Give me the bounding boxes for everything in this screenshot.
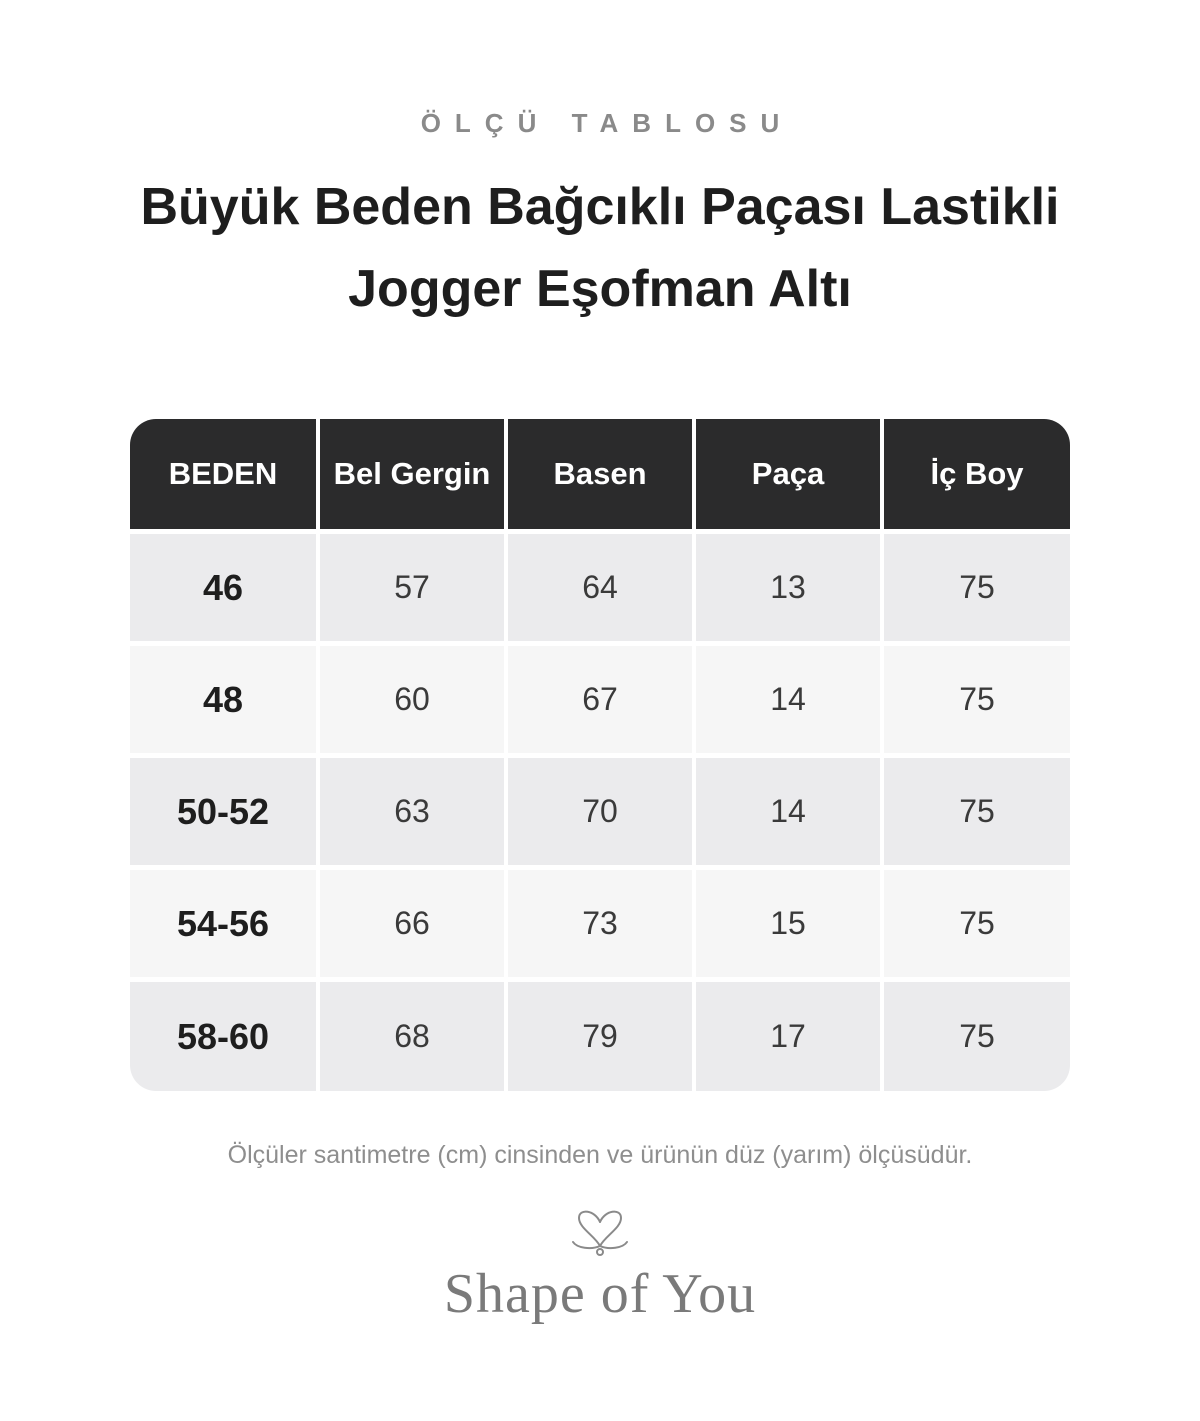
table-cell: 64 — [508, 534, 692, 641]
title-line-1: Büyük Beden Bağcıklı Paçası Lastikli — [140, 178, 1060, 236]
column-header-basen: Basen — [508, 419, 692, 529]
column-header-bel-gergin: Bel Gergin — [320, 419, 504, 529]
table-cell: 66 — [320, 870, 504, 977]
table-cell: 17 — [696, 982, 880, 1091]
table-cell-size: 46 — [130, 534, 316, 641]
table-cell-size: 54-56 — [130, 870, 316, 977]
size-table — [130, 419, 1070, 1091]
table-cell: 75 — [884, 870, 1070, 977]
table-cell: 79 — [508, 982, 692, 1091]
table-cell: 70 — [508, 758, 692, 865]
table-cell: 75 — [884, 758, 1070, 865]
table-cell: 75 — [884, 534, 1070, 641]
measurement-note: Ölçüler santimetre (cm) cinsinden ve ürünün düz (yarım) ölçüsüdür. — [227, 1141, 973, 1169]
column-header-ic-boy: İç Boy — [884, 419, 1070, 529]
table-cell: 60 — [320, 646, 504, 753]
table-cell: 57 — [320, 534, 504, 641]
column-header-beden: BEDEN — [130, 419, 316, 529]
table-cell: 14 — [696, 758, 880, 865]
column-header-paca: Paça — [696, 419, 880, 529]
table-cell: 75 — [884, 982, 1070, 1091]
table-cell-size: 58-60 — [130, 982, 316, 1091]
table-cell: 75 — [884, 646, 1070, 753]
table-cell-size: 48 — [130, 646, 316, 753]
page-title — [100, 166, 1100, 330]
table-cell: 63 — [320, 758, 504, 865]
eyebrow-label: ÖLÇÜ TABLOSU — [420, 108, 794, 138]
table-cell: 13 — [696, 534, 880, 641]
heart-ribbon-icon — [565, 1200, 635, 1260]
brand-name: Shape of You — [443, 1263, 757, 1325]
table-cell: 14 — [696, 646, 880, 753]
table-cell: 73 — [508, 870, 692, 977]
table-cell: 67 — [508, 646, 692, 753]
table-cell-size: 50-52 — [130, 758, 316, 865]
table-cell: 15 — [696, 870, 880, 977]
title-line-2: Jogger Eşofman Altı — [348, 260, 852, 318]
table-cell: 68 — [320, 982, 504, 1091]
